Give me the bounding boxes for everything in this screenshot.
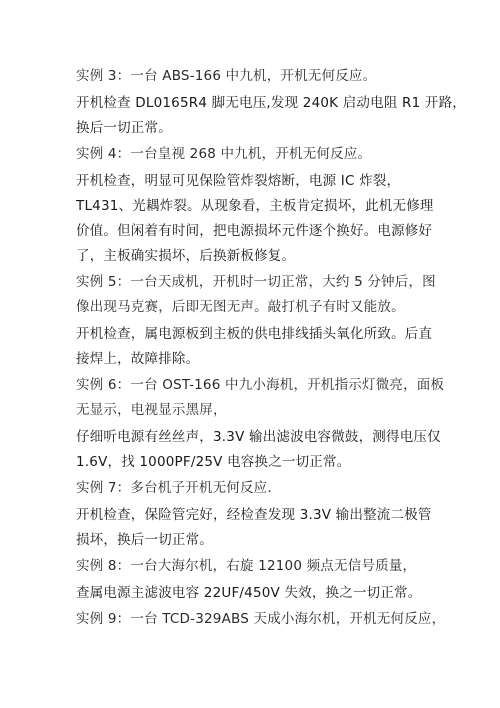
case9-title-paragraph	[76, 607, 488, 632]
text-line: 无显示，电视显示黑屏，	[76, 402, 227, 418]
text-line: 了，主板确实损坏，后换新板修复。	[76, 247, 296, 264]
case5-body-paragraph	[76, 322, 488, 372]
text-line: 实例 4：一台皇视 268 中九机，开机无何反应。	[76, 146, 372, 162]
text-line: 开机检查 DL0165R4 脚无电压,发现 240K 启动电阻 R1 开路，	[76, 94, 466, 111]
text-line: TL431、光耦炸裂。从现象看，主板肯定损坏，此机无修理	[76, 197, 434, 214]
case3-body-paragraph	[76, 91, 488, 141]
text-line: 像出现马克赛，后即无图无声。敲打机子有时又能放。	[76, 299, 405, 315]
text-line: 实例 8：一台大海尔机，右旋 12100 频点无信号质量，	[76, 558, 417, 574]
case6-body-paragraph	[76, 425, 488, 475]
text-line: 实例 6：一台 OST-166 中九小海机，开机指示灯微亮，面板	[76, 377, 445, 393]
case6-title-paragraph	[76, 373, 488, 423]
text-line: 仔细听电源有丝丝声，3.3V 输出滤波电容微鼓，测得电压仅	[76, 428, 441, 445]
text-line: 损坏，换后一切正常。	[76, 531, 213, 548]
text-line: 实例 5：一台天成机，开机时一切正常，大约 5 分钟后，图	[76, 274, 436, 290]
text-line: 实例 7：多台机子开机无何反应.	[76, 480, 272, 496]
text-line: 查属电源主滤波电容 22UF/450V 失效，换之一切正常。	[76, 584, 422, 601]
text-line: 实例 9：一台 TCD-329ABS 天成小海尔机，开机无何反应，	[76, 611, 446, 627]
case5-title-paragraph	[76, 270, 488, 320]
text-line: 实例 3：一台 ABS-166 中九机，开机无何反应。	[76, 68, 377, 84]
text-line: 开机检查，保险管完好，经检查发现 3.3V 输出整流二极管	[76, 506, 432, 523]
case7-body-paragraph	[76, 503, 488, 553]
text-line: 价值。但闲着有时间，把电源损坏元件逐个换好。电源修好	[76, 222, 433, 239]
case7-title-paragraph	[76, 476, 488, 501]
text-line: 开机检查，明显可见保险管炸裂熔断，电源 IC 炸裂，	[76, 172, 401, 189]
text-line: 换后一切正常。	[76, 119, 172, 136]
case4-body-paragraph	[76, 169, 488, 269]
case8-title-paragraph	[76, 554, 488, 579]
case4-title-paragraph	[76, 142, 488, 167]
text-line: 1.6V，找 1000PF/25V 电容换之一切正常。	[76, 453, 351, 470]
case8-body-paragraph	[76, 581, 488, 606]
text-line: 接焊上，故障排除。	[76, 350, 200, 367]
document-body	[76, 64, 488, 634]
case3-title-paragraph	[76, 64, 488, 89]
text-line: 开机检查，属电源板到主板的供电排线插头氧化所致。后直	[76, 325, 433, 342]
